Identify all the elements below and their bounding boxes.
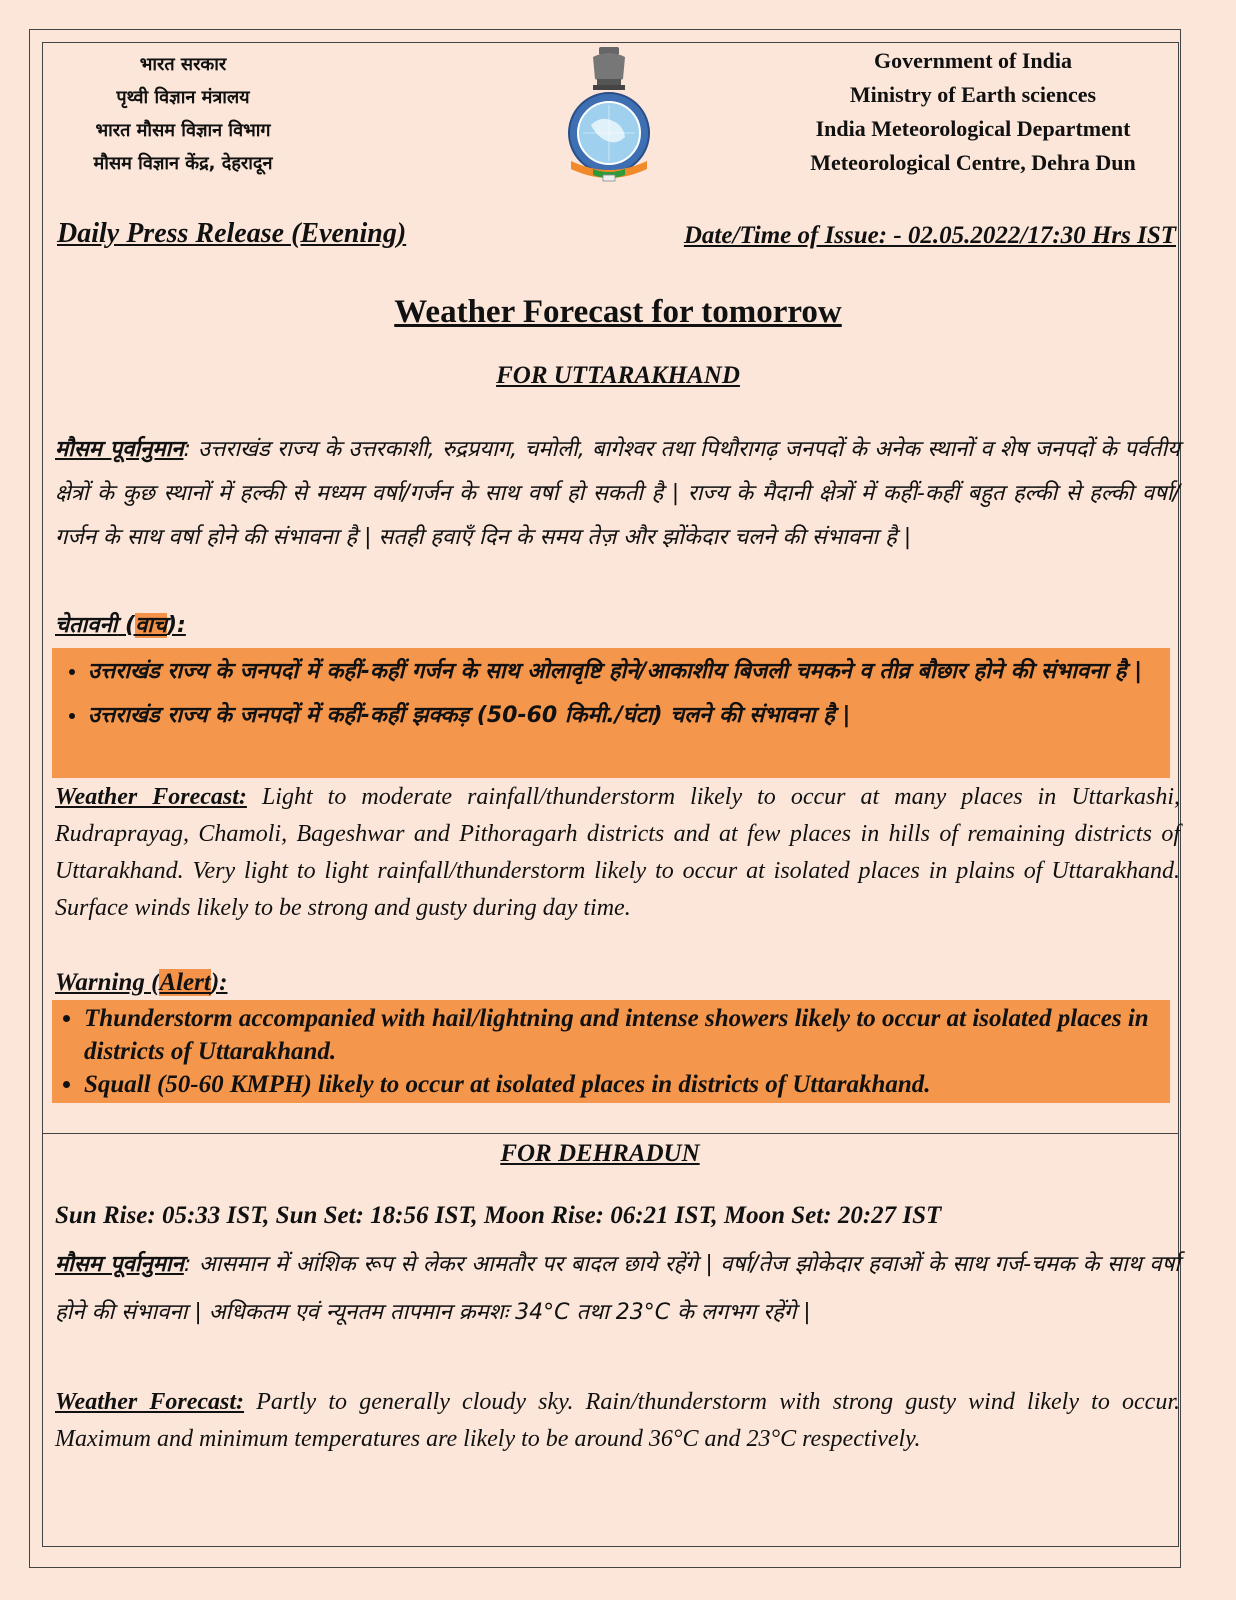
hindi-warning-paren: ):	[166, 613, 186, 638]
english-warning-paren: ):	[210, 969, 228, 996]
hindi-forecast-label: मौसम पूर्वानुमान	[55, 1252, 184, 1277]
english-forecast-text: Light to moderate rainfall/thunderstorm likely to occur at many places in Uttarkashi, Rudraprayag, Chamoli, Bageshwar and Pithoragarh districts and at few places in hills of remaining districts of Uttarakhand. Very light to light rainfall/thunderstorm likely to occur at isolated places in plains of Uttarakhand. Surface winds likely to be strong and gusty during day time.	[55, 784, 1181, 921]
hindi-header-line: भारत सरकार	[139, 54, 227, 75]
issue-datetime: Date/Time of Issue: - 02.05.2022/17:30 Hrs IST	[683, 222, 1176, 249]
uttarakhand-hindi-forecast	[55, 428, 1180, 560]
hindi-forecast-text: : आसमान में आंशिक रूप से लेकर आमतौर पर बादल छाये रहेंगे | वर्षा/तेज झोकेदार हवाओं के साथ गर्ज-चमक के साथ वर्षा होने की संभावना | अधिकतम एवं न्यूनतम तापमान क्रमशः 34°C तथा 23°C के लगभग रहेंगे |	[55, 1252, 1180, 1325]
english-forecast-label: Weather Forecast:	[55, 784, 247, 810]
english-warning-label: Warning (	[55, 969, 160, 996]
hindi-warning-word: वाच	[135, 613, 167, 638]
hindi-warning-paren: (	[117, 613, 136, 638]
english-header	[778, 44, 1168, 180]
hindi-forecast-text: : उत्तराखंड राज्य के उत्तरकाशी, रुद्रप्रयाग, चमोली, बागेश्वर तथा पिथौरागढ़ जनपदों के अनेक स्थानों व शेष जनपदों के पर्वतीय क्षेत्रों के कुछ स्थानों में हल्की से मध्यम वर्षा/गर्जन के साथ वर्षा हो सकती है | राज्य के मैदानी क्षेत्रों में कहीं-कहीं बहुत हल्की से हल्की वर्षा/गर्जन के साथ वर्षा होने की संभावना है | सतही हवाएँ दिन के समय तेज़ और झोंकेदार चलने की संभावना है |	[55, 437, 1180, 550]
hindi-warning-item: • उत्तराखंड राज्य के जनपदों में कहीं-कहीं गर्जन के साथ ओलावृष्टि होने/आकाशीय बिजली चमकने व तीव्र बौछार होने की संभावना है |	[88, 650, 1160, 694]
hindi-warning-heading	[55, 604, 186, 648]
uttarakhand-english-forecast	[55, 779, 1180, 927]
english-warning-word: Alert	[159, 969, 211, 996]
hindi-warning-box	[52, 648, 1170, 778]
hindi-header-line: भारत मौसम विज्ञान विभाग	[95, 120, 271, 141]
uttarakhand-heading: FOR UTTARAKHAND	[496, 362, 740, 389]
section-divider	[42, 1133, 1179, 1134]
english-warning-item: • Squall (50-60 KMPH) likely to occur at isolated places in districts of Uttarakhand.	[84, 1068, 1164, 1101]
english-header-line: Ministry of Earth sciences	[849, 82, 1097, 107]
english-warning-heading	[55, 964, 228, 1001]
dehradun-english-forecast	[55, 1384, 1180, 1458]
english-warning-box	[52, 1000, 1170, 1103]
hindi-header-line: मौसम विज्ञान केंद्र, देहरादून	[93, 153, 273, 174]
english-header-line: Government of India	[874, 48, 1072, 73]
dehradun-heading: FOR DEHRADUN	[500, 1140, 700, 1167]
english-forecast-text: Partly to generally cloudy sky. Rain/thunderstorm with strong gusty wind likely to occur. Maximum and minimum temperatures are likely to be around 36°C and 23°C respectively.	[55, 1389, 1180, 1452]
english-warning-item: • Thunderstorm accompanied with hail/lightning and intense showers likely to occur at isolated places in districts of Uttarakhand.	[84, 1002, 1164, 1068]
page-title: Weather Forecast for tomorrow	[394, 294, 842, 330]
hindi-warning-item: • उत्तराखंड राज्य के जनपदों में कहीं-कहीं झक्कड़ (50-60 किमी./घंटा) चलने की संभावना है |	[88, 694, 1160, 738]
hindi-header	[58, 48, 308, 180]
english-forecast-label: Weather Forecast:	[55, 1389, 245, 1415]
imd-emblem-icon	[563, 45, 655, 183]
hindi-warning-label: चेतावनी	[55, 613, 118, 638]
english-header-line: Meteorological Centre, Dehra Dun	[810, 150, 1136, 175]
hindi-header-line: पृथ्वी विज्ञान मंत्रालय	[116, 87, 250, 108]
hindi-forecast-label: मौसम पूर्वानुमान	[55, 437, 184, 462]
dehradun-hindi-forecast	[55, 1241, 1180, 1337]
release-title: Daily Press Release (Evening)	[57, 218, 407, 249]
sun-moon-times: Sun Rise: 05:33 IST, Sun Set: 18:56 IST, Moon Rise: 06:21 IST, Moon Set: 20:27 IST	[55, 1202, 942, 1229]
english-header-line: India Meteorological Department	[815, 116, 1131, 141]
